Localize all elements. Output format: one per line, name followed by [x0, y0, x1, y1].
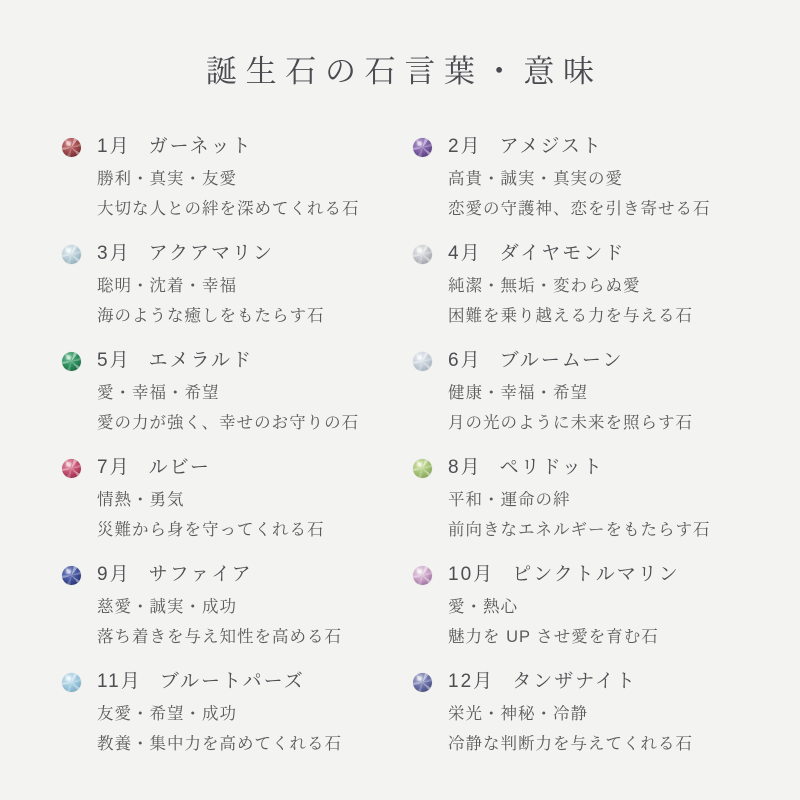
entry-month: 9月 — [97, 564, 131, 585]
entry-heading — [97, 135, 360, 159]
entry-heading — [448, 135, 711, 159]
aquamarine-gem-icon — [62, 245, 81, 264]
entry-keywords: 友愛・希望・成功 — [97, 705, 237, 723]
peridot-gem-icon — [413, 459, 432, 478]
entry-description: 落ち着きを与え知性を高める石 — [97, 628, 342, 646]
entry-text — [97, 135, 360, 220]
entry-month: 12月 — [448, 671, 495, 692]
diamond-gem-icon — [413, 245, 432, 264]
entry-month: 1月 — [97, 136, 131, 157]
entry-month: 2月 — [448, 136, 482, 157]
tanzanite-gem-icon — [413, 673, 432, 692]
birthstone-entry — [62, 563, 391, 647]
entry-heading — [448, 349, 693, 373]
entry-heading — [97, 242, 325, 266]
entry-heading — [97, 349, 359, 373]
entry-text — [448, 349, 693, 434]
entry-stone-name: ブルームーン — [499, 350, 624, 371]
entry-description: 愛の力が強く、幸せのお守りの石 — [97, 414, 360, 432]
page-title: 誕生石の石言葉・意味 — [205, 54, 603, 89]
entry-description: 冷静な判断力を与えてくれる石 — [448, 735, 693, 753]
birthstone-entry — [413, 242, 742, 326]
entry-month: 8月 — [448, 457, 482, 478]
entry-keywords: 愛・熱心 — [448, 598, 518, 616]
ruby-gem-icon — [62, 459, 81, 478]
birthstone-entry — [413, 135, 742, 219]
entry-text — [448, 242, 693, 327]
entry-description: 教養・集中力を高めてくれる石 — [97, 735, 342, 753]
entry-text — [448, 563, 680, 648]
entry-description: 恋愛の守護神、恋を引き寄せる石 — [448, 200, 711, 218]
entry-keywords: 情熱・勇気 — [97, 491, 185, 509]
entry-heading — [97, 563, 342, 587]
entry-description: 魅力を UP させ愛を育む石 — [448, 628, 659, 646]
entry-description: 月の光のように未来を照らす石 — [448, 414, 693, 432]
entry-month: 7月 — [97, 457, 131, 478]
bluemoon-gem-icon — [413, 352, 432, 371]
entry-heading — [97, 670, 342, 694]
birthstone-entry — [62, 456, 391, 540]
entry-keywords: 平和・運命の絆 — [448, 491, 571, 509]
entry-description: 前向きなエネルギーをもたらす石 — [448, 521, 711, 539]
entry-text — [97, 242, 325, 327]
amethyst-gem-icon — [413, 138, 432, 157]
birthstone-entry — [413, 563, 742, 647]
entry-description: 海のような癒しをもたらす石 — [97, 307, 325, 325]
birthstone-entry — [413, 456, 742, 540]
entry-stone-name: アクアマリン — [148, 243, 275, 264]
entry-month: 5月 — [97, 350, 131, 371]
birthstone-entry — [62, 349, 391, 433]
emerald-gem-icon — [62, 352, 81, 371]
birthstone-entry — [413, 670, 742, 754]
entry-heading — [448, 242, 693, 266]
entry-description: 災難から身を守ってくれる石 — [97, 521, 325, 539]
entry-stone-name: エメラルド — [148, 350, 254, 371]
entry-keywords: 高貴・誠実・真実の愛 — [448, 170, 623, 188]
entry-text — [97, 670, 342, 755]
entry-text — [448, 135, 711, 220]
entry-keywords: 慈愛・誠実・成功 — [97, 598, 237, 616]
entry-stone-name: ルビー — [148, 457, 211, 478]
entry-keywords: 勝利・真実・友愛 — [97, 170, 237, 188]
entry-stone-name: ペリドット — [499, 457, 604, 478]
sapphire-gem-icon — [62, 566, 81, 585]
entry-text — [97, 349, 359, 434]
entry-keywords: 聡明・沈着・幸福 — [97, 277, 237, 295]
entry-text — [97, 563, 342, 648]
entry-heading — [448, 563, 680, 587]
entry-keywords: 健康・幸福・希望 — [448, 384, 588, 402]
entry-month: 4月 — [448, 243, 482, 264]
entry-heading — [97, 456, 325, 480]
entry-stone-name: ピンクトルマリン — [512, 564, 680, 585]
entry-month: 6月 — [448, 350, 482, 371]
birthstone-entry — [413, 349, 742, 433]
entry-month: 11月 — [97, 671, 142, 692]
entry-stone-name: アメジスト — [499, 136, 603, 157]
birthstone-entry — [62, 670, 391, 754]
entry-stone-name: タンザナイト — [512, 671, 637, 692]
entry-keywords: 愛・幸福・希望 — [97, 384, 220, 402]
entry-stone-name: ブルートパーズ — [159, 671, 305, 692]
entry-description: 困難を乗り越える力を与える石 — [448, 307, 693, 325]
garnet-gem-icon — [62, 138, 81, 157]
entry-stone-name: ガーネット — [148, 136, 253, 157]
entry-text — [448, 670, 693, 755]
pink-tourmaline-gem-icon — [413, 566, 432, 585]
entry-text — [448, 456, 711, 541]
entry-keywords: 栄光・神秘・冷静 — [448, 705, 588, 723]
entry-heading — [448, 456, 711, 480]
entry-description: 大切な人との絆を深めてくれる石 — [97, 200, 360, 218]
entry-text — [97, 456, 325, 541]
blue-topaz-gem-icon — [62, 673, 81, 692]
entry-stone-name: ダイヤモンド — [499, 243, 626, 264]
entry-heading — [448, 670, 693, 694]
entry-month: 3月 — [97, 243, 131, 264]
birthstone-entry — [62, 242, 391, 326]
birthstone-grid — [0, 135, 800, 777]
entry-stone-name: サファイア — [148, 564, 253, 585]
birthstone-entry — [62, 135, 391, 219]
entry-month: 10月 — [448, 564, 495, 585]
entry-keywords: 純潔・無垢・変わらぬ愛 — [448, 277, 641, 295]
